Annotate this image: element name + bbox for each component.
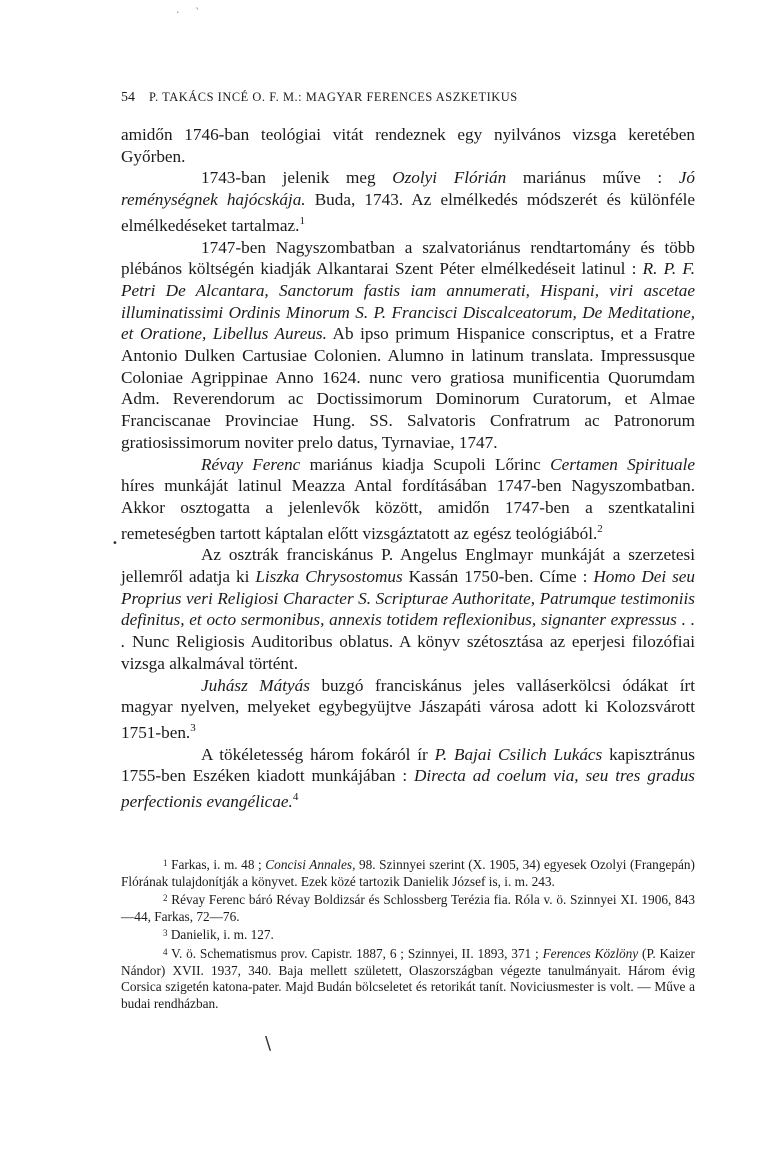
paragraph-7 [121, 744, 695, 813]
italic-text: Juhász Mátyás [201, 675, 310, 695]
text-run: (P. Kaizer Nándor) XVII. 1937, 340. Baja mellett született, Olaszországban végezte tanulmányait. Három évig Corsica szigetén katona-pater. Majd Budán bölcseletet és retorikát tanít. Noviciusmester is volt. — Műve a budai rendházban. [121, 945, 695, 1011]
italic-text: Liszka Chrysostomus [255, 567, 403, 587]
footnote-reference: 4 [292, 791, 299, 804]
text-run: Farkas, i. m. 48 ; [171, 857, 266, 872]
text-run: buzgó franciskánus jeles valláserkölcsi ódákat írt magyar nyelven, melyeket egybegyüjtve Jászapáti városa adott ki Kolozsvárott 1751-ben. [121, 675, 696, 742]
text-run: híres munkáját latinul Meazza Antal fordításában 1747-ben Nagyszombatban. Akkor osztogatta a jelenlevők között, amidőn 1747-ben a szentkatalini remeteségben tartott káptalan előtt vizsgáztatott az egész teológiából. [121, 476, 695, 543]
italic-text: Ferences Közlöny [542, 945, 639, 961]
footnote-marker: 2 [163, 893, 168, 904]
footnote-4 [121, 944, 695, 1012]
page-number: 54 [121, 90, 135, 105]
text-run: Kassán 1750-ben. Címe : [402, 567, 594, 587]
italic-text: Révay Ferenc [201, 454, 301, 474]
italic-text: R. P. F. Petri De Alcantara, Sanctorum fastis iam annumerati, Hispani, viri ascetae illuminatissimi Ordinis Minorum S. P. Francisci Discalceatorum, De Meditatione, et Oratione, Libellus Aureus. [121, 259, 695, 344]
text-run: Nunc Religiosis Auditoribus oblatus. A könyv szétosztása az eperjesi filozófiai vizsga alkalmával történt. [121, 632, 695, 673]
footnote-marker: 3 [163, 928, 168, 939]
text-run: Buda, 1743. Az elmélkedés módszerét és különféle elmélkedéseket tartalmaz. [121, 190, 695, 235]
italic-text: P. Bajai Csilich Lukács [434, 744, 603, 764]
margin-bullet-mark: • [112, 538, 118, 549]
footnote-3 [121, 925, 695, 944]
italic-text: Ozolyi Flórián [392, 168, 507, 188]
text-run: amidőn 1746-ban teológiai vitát rendeznek egy nyilvános vizsga keretében Győrben. [121, 125, 695, 166]
footnotes [121, 855, 695, 1012]
paragraph-6 [121, 675, 695, 744]
running-title: P. TAKÁCS INCÉ O. F. M.: MAGYAR FERENCES ASZKETIKUS [149, 90, 518, 104]
italic-text: Homo Dei seu Proprius veri Religiosi Character S. Scripturae Authoritate, Patrumque testimoniis definitus, et octo sermonibus, annexis totidem reflexionibus, signanter expressus . . . [121, 567, 696, 652]
text-run: 1747-ben Nagyszombatban a szalvatoriánus rendtartomány és több plébános költségén kiadják Alkantarai Szent Péter elmélkedéseit latinul : [121, 237, 695, 279]
italic-text: Certamen Spirituale [550, 454, 695, 474]
body-text [121, 124, 695, 813]
text-run: mariánus műve : [506, 168, 679, 188]
footnote-marker: 4 [163, 946, 168, 957]
footnote-reference: 2 [597, 522, 603, 535]
text-run: kapisztránus 1755-ben Eszéken kiadott munkájában : [121, 744, 695, 786]
italic-text: Directa ad coelum via, seu tres gradus perfectionis evangélicae. [121, 766, 695, 812]
text-run: A tökéletesség három fokáról ír [201, 744, 435, 764]
footnote-reference: 3 [190, 721, 196, 734]
text-run: 1743-ban jelenik meg [201, 168, 393, 188]
running-header [121, 90, 695, 106]
italic-text: Jó reménységnek hajócskája. [121, 168, 696, 210]
text-run: Ab ipso primum Hispanice conscriptus, et a Fratre Antonio Dulken Cartusiae Colonien. Alumno in latinum translata. Impressusque Coloniae Agrippinae Anno 1624. nunc vero gratiosa munificentia Quorumdam Adm. Reverendorum ac Doctissimorum Dominorum Curatorum, et Almae Franciscanae Provinciae Hung. SS. Salvatoris Confratrum ac Patronorum gratiosissimorum noviter prelo datus, Tyrnaviae, 1747. [121, 324, 695, 452]
paragraph-3 [121, 237, 695, 454]
text-run: Az osztrák franciskánus P. Angelus Englmayr munkáját a szerzetesi jellemről adatja ki [121, 545, 695, 587]
stray-print-mark: · ` [176, 6, 207, 19]
footnote-marker: 1 [163, 858, 168, 868]
text-run: Révay Ferenc báró Révay Boldizsár és Schlossberg Terézia fia. Róla v. ö. Szinnyei XI. 1906, 843—44, Farkas, 72—76. [121, 892, 695, 924]
italic-text: Concisi Annales, [265, 857, 356, 872]
footnote-2 [121, 890, 695, 925]
paragraph-4 [121, 454, 695, 545]
paragraph-2 [121, 167, 695, 236]
text-run: mariánus kiadja Scupoli Lőrinc [300, 454, 551, 474]
stray-slash-mark: \ [265, 1033, 272, 1054]
paragraph-5 [121, 544, 695, 674]
footnote-1 [121, 855, 695, 890]
text-run: 98. Szinnyei szerint (X. 1905, 34) egyesek Ozolyi (Frangepán) Flórának tulajdonítják a könyvet. Ezek közé tartozik Danielik József is, i. m. 243. [121, 857, 695, 889]
text-run: Danielik, i. m. 127. [170, 927, 274, 943]
text-run: V. ö. Schematismus prov. Capistr. 1887, 6 ; Szinnyei, II. 1893, 371 ; [171, 945, 543, 961]
paragraph-1 [121, 124, 695, 167]
footnote-reference: 1 [299, 214, 305, 227]
